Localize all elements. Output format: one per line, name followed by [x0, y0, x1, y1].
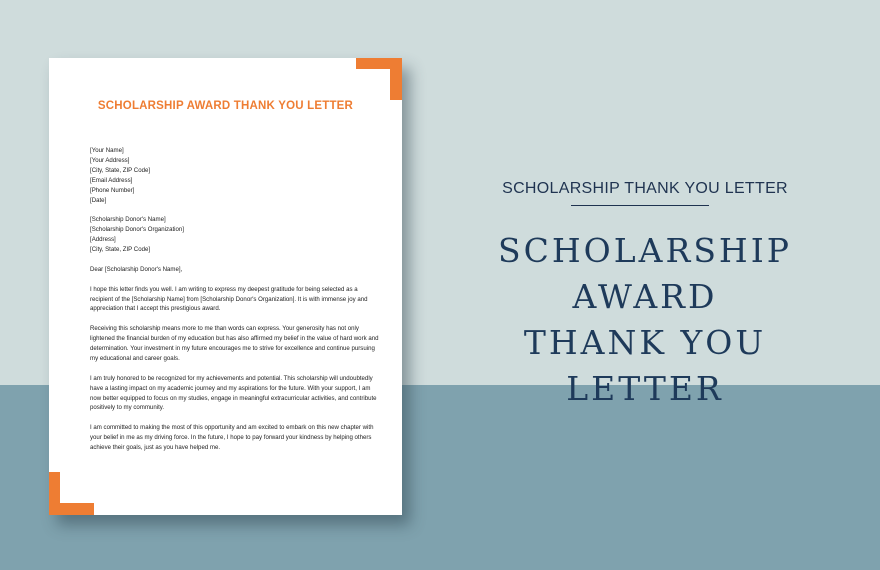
- letter-title: SCHOLARSHIP AWARD THANK YOU LETTER: [97, 100, 354, 112]
- recipient-line: [Scholarship Donor's Organization]: [90, 226, 184, 234]
- sender-line: [Phone Number]: [90, 186, 135, 194]
- sender-line: [Email Address]: [90, 176, 133, 184]
- paragraph: Receiving this scholarship means more to me than words can express. Your generosity has not only lightened the financial burden of my education but has also affirmed my belief in the value of hard work and determination. Your investment in my future encourages me to strive for excellence and continue pursuing my educational and career goals.: [90, 325, 379, 362]
- corner-accent-bottom-left-horizontal: [49, 503, 94, 515]
- salutation: Dear [Scholarship Donor's Name],: [90, 265, 183, 273]
- sender-line: [Your Name]: [90, 147, 124, 154]
- paragraph: I am committed to making the most of this opportunity and am excited to embark on this new chapter with your belief in me as my driving force. In the future, I hope to pay forward your kindness by helping others achieve their goals, just as you have helped me.: [90, 424, 374, 452]
- letter-preview: [49, 58, 402, 515]
- sender-block: [90, 146, 380, 205]
- divider: [571, 205, 709, 206]
- corner-accent-top-right-vertical: [390, 58, 402, 100]
- sender-line: [City, State, ZIP Code]: [90, 166, 151, 174]
- banner-title: [440, 228, 850, 412]
- paragraph: I am truly honored to be recognized for my achievements and potential. This scholarship will undoubtedly have a lasting impact on my academic journey and my aspirations for the future. With your support, I am now better equipped to focus on my studies, engage in meaningful extracurricular activities, and contribute positively to my community.: [90, 374, 377, 412]
- banner-title-line: SCHOLARSHIP AWARD: [498, 231, 792, 316]
- recipient-line: [Address]: [90, 236, 116, 244]
- banner-subtitle: SCHOLARSHIP THANK YOU LETTER: [502, 180, 788, 197]
- recipient-line: [City, State, ZIP Code]: [90, 246, 151, 254]
- recipient-block: [90, 215, 380, 255]
- sender-line: [Date]: [90, 196, 107, 204]
- recipient-line: [Scholarship Donor's Name]: [90, 216, 166, 224]
- banner-title-line: THANK YOU LETTER: [523, 323, 767, 408]
- sender-line: [Your Address]: [90, 156, 130, 164]
- letter-body: [90, 146, 380, 463]
- paragraph: I hope this letter finds you well. I am writing to express my deepest gratitude for being selected as a recipient of the [Scholarship Name] from [Scholarship Donor's Organization]. It is with immense joy and appreciation that I accept this prestigious award.: [90, 285, 368, 313]
